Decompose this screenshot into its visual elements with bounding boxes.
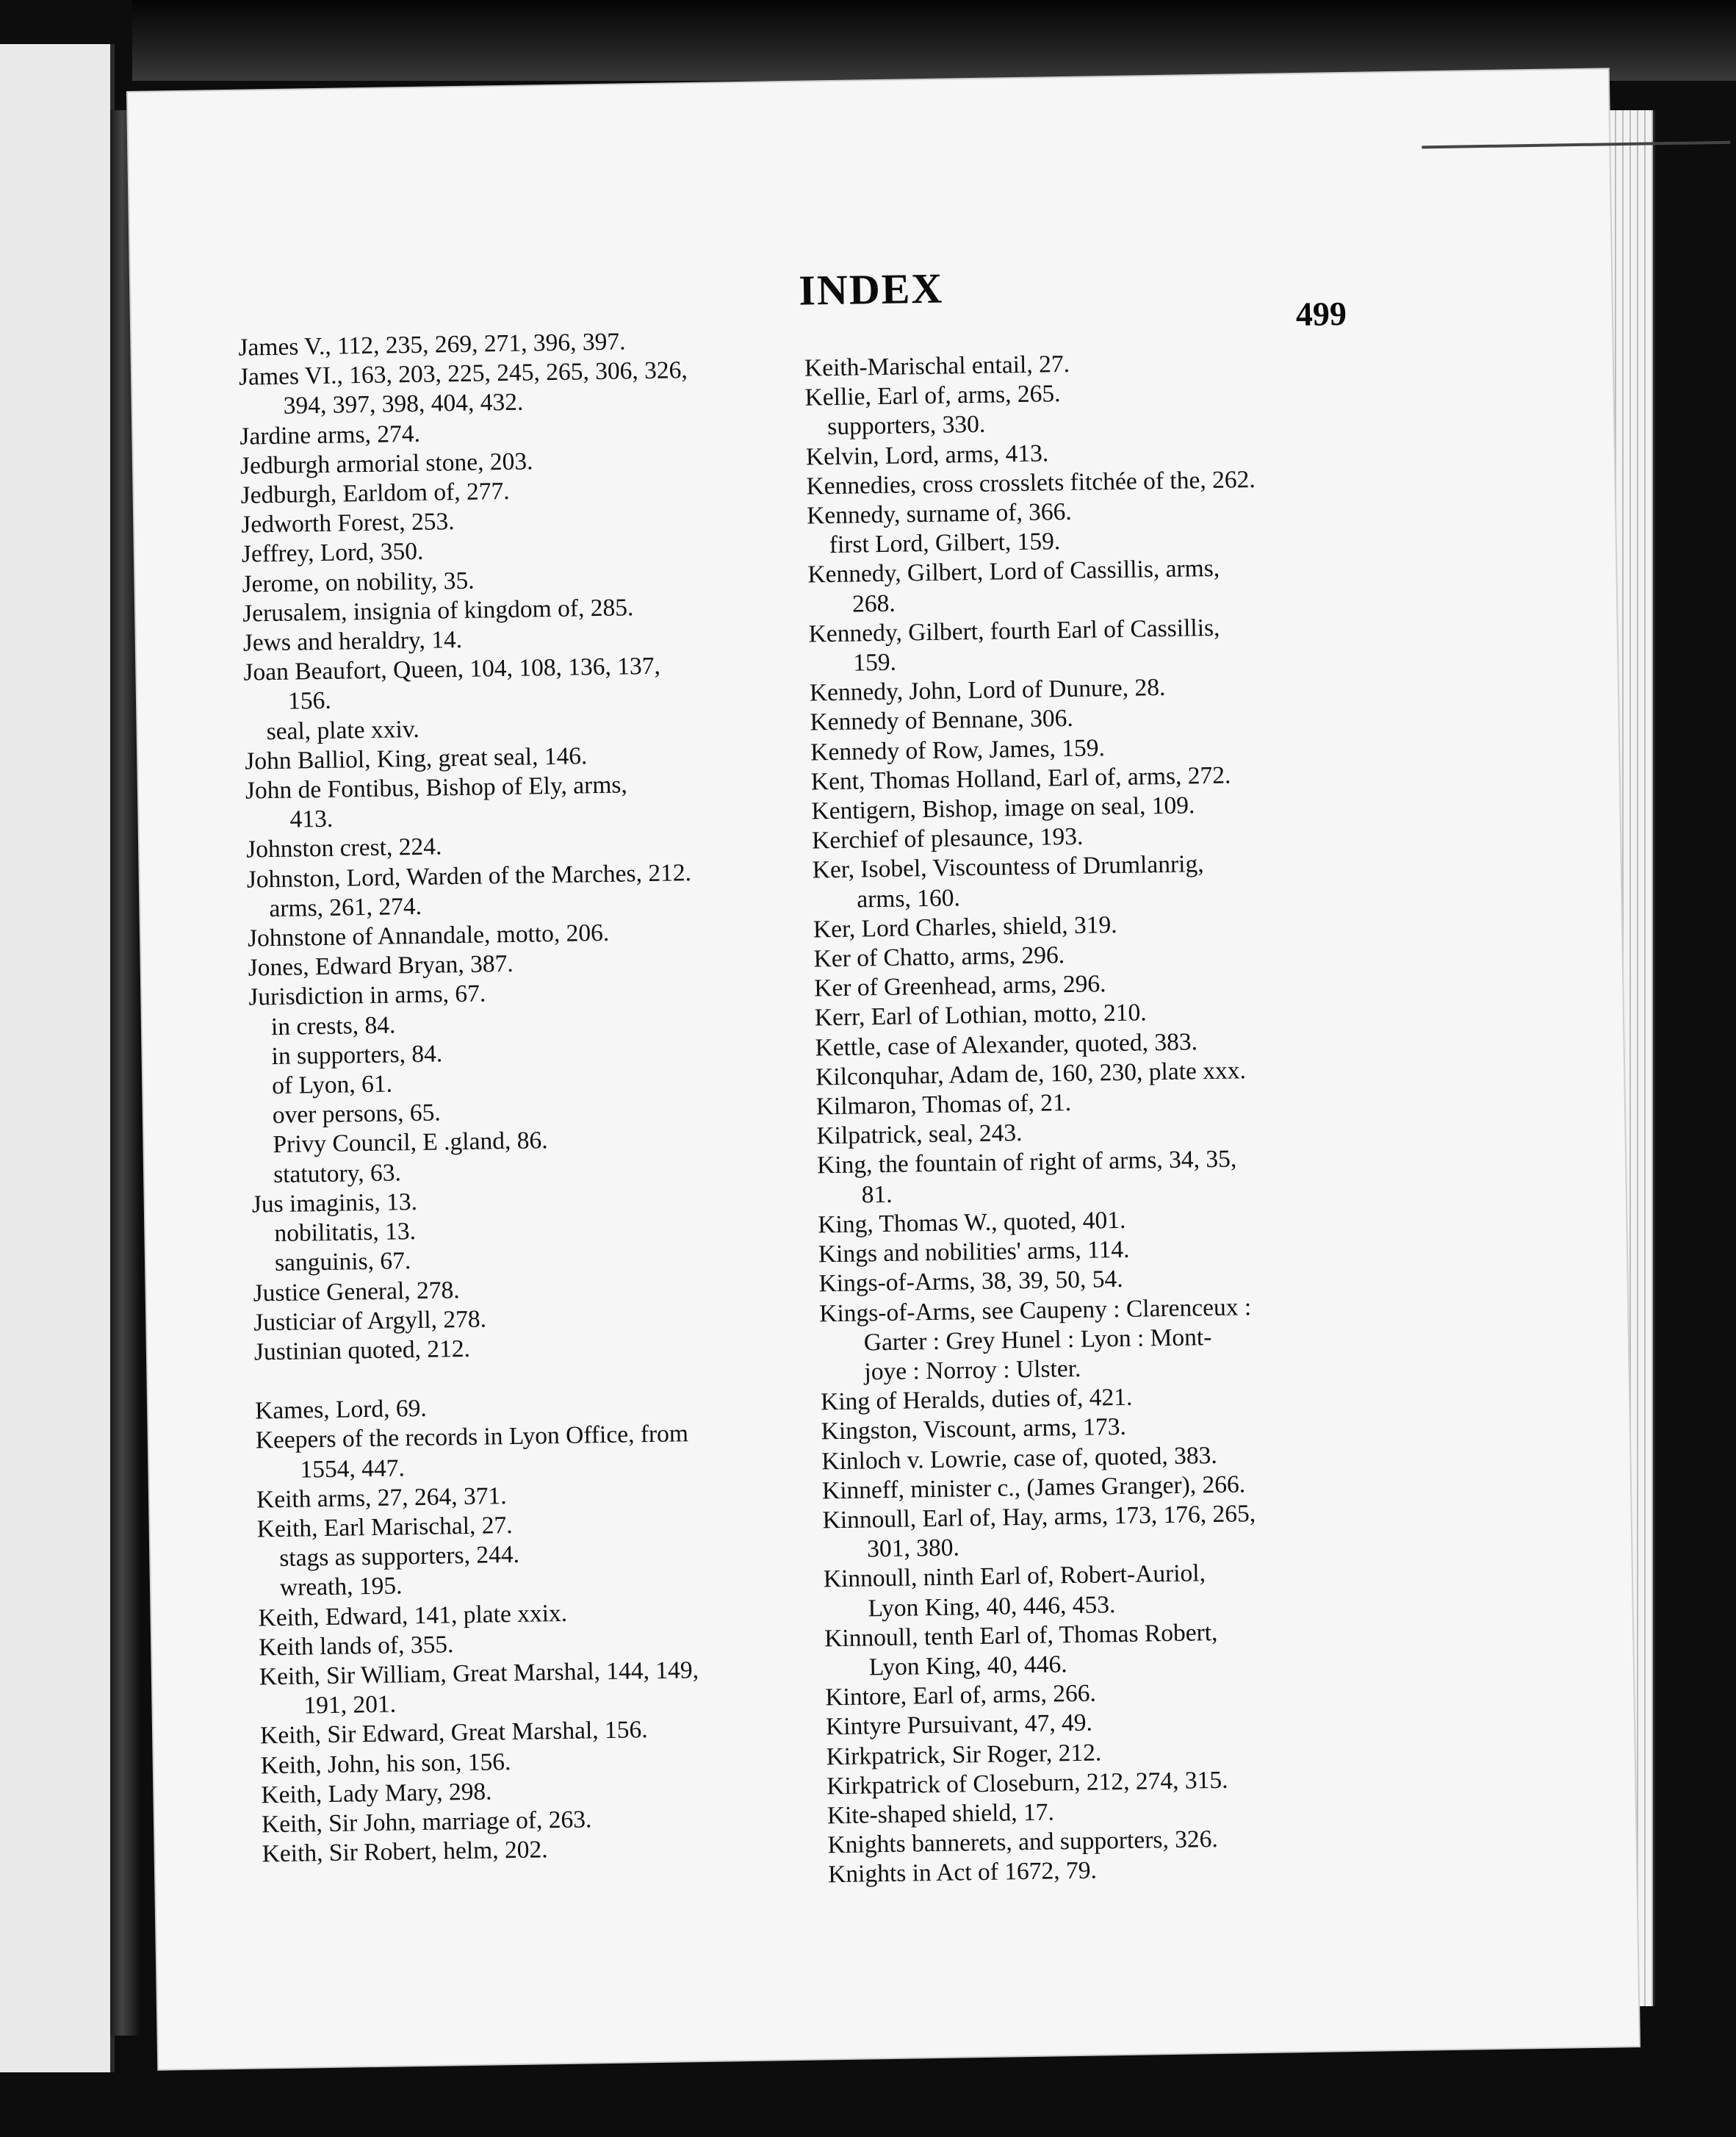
index-entry: Kinnoull, tenth Earl of, Thomas Robert, [824, 1618, 1218, 1653]
index-entry: Johnstone of Annandale, motto, 206. [247, 919, 610, 952]
index-entry: Keith, Lady Mary, 298. [261, 1778, 492, 1809]
index-entry: Kinnoull, Earl of, Hay, arms, 173, 176, 265, [822, 1500, 1256, 1534]
index-entry: 394, 397, 398, 404, 432. [283, 388, 524, 420]
index-entry: Jardine arms, 274. [239, 420, 421, 450]
index-entry: Keith lands of, 355. [258, 1631, 454, 1662]
index-entry: Kinneff, minister c., (James Granger), 266. [821, 1470, 1246, 1505]
index-entry: wreath, 195. [279, 1572, 403, 1602]
index-entry: Jedburgh armorial stone, 203. [239, 448, 533, 480]
index-entry: Knights bannerets, and supporters, 326. [827, 1825, 1219, 1859]
index-entry: Jurisdiction in arms, 67. [248, 980, 486, 1012]
index-entry: Kilconquhar, Adam de, 160, 230, plate xxx. [815, 1057, 1247, 1091]
index-entry: Kellie, Earl of, arms, 265. [804, 380, 1061, 412]
index-entry: seal, plate xxiv. [266, 715, 420, 745]
index-entry: John Balliol, King, great seal, 146. [245, 742, 588, 775]
index-entry: John de Fontibus, Bishop of Ely, arms, [245, 771, 628, 805]
index-entry: nobilitatis, 13. [274, 1218, 417, 1248]
index-entry: Kilpatrick, seal, 243. [816, 1119, 1023, 1150]
index-entry: King, Thomas W., quoted, 401. [818, 1206, 1126, 1239]
index-entry: Jews and heraldry, 14. [242, 625, 463, 657]
index-entry: Kennedy, John, Lord of Dunure, 28. [809, 674, 1166, 707]
index-entry: Kennedy of Bennane, 306. [810, 705, 1073, 736]
index-entry: Kinnoull, ninth Earl of, Robert-Auriol, [823, 1559, 1206, 1593]
index-entry: Ker, Lord Charles, shield, 319. [813, 911, 1117, 944]
page-header-rule [1422, 141, 1730, 149]
index-entry: Garter : Grey Hunel : Lyon : Mont- [863, 1323, 1212, 1357]
index-entry: first Lord, Gilbert, 159. [829, 528, 1061, 559]
index-entry: Keith, John, his son, 156. [260, 1748, 511, 1779]
index-entry: statutory, 63. [273, 1159, 402, 1188]
index-page [128, 69, 1639, 2069]
index-entry: Kintyre Pursuivant, 47, 49. [825, 1709, 1093, 1741]
index-entry: Kilmaron, Thomas of, 21. [815, 1089, 1072, 1121]
index-entry: 159. [853, 648, 897, 677]
page-number: 499 [1295, 294, 1347, 334]
index-entry: King, the fountain of right of arms, 34, 35, [816, 1145, 1237, 1179]
index-entry: Keepers of the records in Lyon Office, from [255, 1420, 689, 1454]
facing-page-edge [0, 44, 115, 2072]
index-entry: Lyon King, 40, 446, 453. [868, 1590, 1116, 1622]
index-entry: arms, 160. [857, 883, 961, 913]
index-entry: Keith, Edward, 141, plate xxix. [258, 1599, 568, 1631]
index-entry: Johnston, Lord, Warden of the Marches, 212. [246, 858, 692, 894]
index-entry: Justice General, 278. [253, 1276, 460, 1307]
index-entry: 156. [287, 687, 331, 716]
index-entry: Kirkpatrick of Closeburn, 212, 274, 315. [826, 1766, 1228, 1800]
index-entry: 81. [861, 1180, 893, 1209]
index-entry: Kelvin, Lord, arms, 413. [805, 439, 1049, 471]
index-entry: over persons, 65. [272, 1099, 442, 1129]
index-entry: sanguinis, 67. [274, 1247, 411, 1277]
index-entry: Kerchief of plesaunce, 193. [811, 822, 1084, 855]
index-entry: 1554, 447. [300, 1454, 406, 1484]
index-entry: Kintore, Earl of, arms, 266. [825, 1679, 1097, 1712]
index-entry: Kennedy, surname of, 366. [806, 498, 1073, 530]
index-entry: James VI., 163, 203, 225, 245, 265, 306, 326, [238, 356, 688, 391]
index-entry: James V., 112, 235, 269, 271, 396, 397. [238, 328, 626, 362]
index-entry: Keith, Sir William, Great Marshal, 144, 149, [259, 1656, 699, 1691]
index-entry: Kennedy, Gilbert, Lord of Cassillis, arms, [807, 555, 1220, 589]
index-entry: Justinian quoted, 212. [253, 1335, 471, 1366]
index-entry: 413. [289, 805, 334, 833]
index-entry: Privy Council, E .gland, 86. [273, 1127, 548, 1159]
index-entry: Kennedy, Gilbert, fourth Earl of Cassillis, [808, 614, 1220, 648]
index-entry: Kennedies, cross crosslets fitchée of the, 262. [806, 465, 1256, 500]
index-entry: Kennedy of Row, James, 159. [810, 733, 1106, 766]
index-entry: Jerusalem, insignia of kingdom of, 285. [242, 594, 634, 628]
index-entry: Jedworth Forest, 253. [240, 508, 455, 539]
index-entry: Ker, Isobel, Viscountess of Drumlanrig, [812, 850, 1204, 884]
index-entry: 191, 201. [303, 1690, 397, 1720]
index-entry: King of Heralds, duties of, 421. [820, 1383, 1133, 1416]
index-entry: Kent, Thomas Holland, Earl of, arms, 272. [810, 761, 1231, 796]
index-entry: Kingston, Viscount, arms, 173. [821, 1413, 1127, 1445]
index-entry: supporters, 330. [826, 411, 986, 441]
index-entry: in crests, 84. [270, 1011, 396, 1041]
index-entry: Keith-Marischal entail, 27. [804, 350, 1070, 382]
index-entry: Kentigern, Bishop, image on seal, 109. [811, 791, 1195, 825]
index-entry: Keith, Sir Edward, Great Marshal, 156. [259, 1716, 648, 1750]
page-title: INDEX [798, 264, 944, 315]
book-binding-top [132, 0, 1736, 81]
index-entry: joye : Norroy : Ulster. [864, 1354, 1081, 1386]
index-entry: Knights in Act of 1672, 79. [827, 1856, 1098, 1889]
index-entry: Johnston crest, 224. [245, 833, 442, 864]
index-entry: stags as supporters, 244. [279, 1540, 520, 1573]
index-entry: of Lyon, 61. [271, 1070, 393, 1100]
index-entry: in supporters, 84. [271, 1040, 443, 1070]
index-entry: Justiciar of Argyll, 278. [253, 1305, 487, 1337]
index-column-left [238, 325, 791, 1869]
index-entry: Keith, Earl Marischal, 27. [256, 1511, 513, 1543]
index-entry: Kames, Lord, 69. [254, 1394, 427, 1425]
index-entry: Kings-of-Arms, see Caupeny : Clarenceux : [818, 1293, 1252, 1327]
index-entry: Kite-shaped shield, 17. [826, 1798, 1055, 1830]
index-entry: Jeffrey, Lord, 350. [241, 538, 424, 569]
index-entry: Keith, Sir Robert, helm, 202. [262, 1836, 548, 1868]
index-entry: Joan Beaufort, Queen, 104, 108, 136, 137, [243, 652, 661, 686]
index-entry: 301, 380. [866, 1534, 960, 1563]
index-entry: Jedburgh, Earldom of, 277. [240, 477, 510, 509]
index-entry: Kings-of-Arms, 38, 39, 50, 54. [818, 1265, 1123, 1298]
index-entry: Jerome, on nobility, 35. [242, 567, 475, 598]
index-entry: Ker of Greenhead, arms, 296. [813, 970, 1106, 1002]
index-entry: Kings and nobilities' arms, 114. [818, 1235, 1130, 1268]
index-entry: Ker of Chatto, arms, 296. [813, 941, 1065, 973]
index-entry: arms, 261, 274. [269, 892, 422, 922]
index-entry: Kerr, Earl of Lothian, motto, 210. [814, 999, 1147, 1032]
index-column-right [804, 345, 1365, 1890]
index-entry: 268. [851, 589, 896, 618]
index-entry: Kinloch v. Lowrie, case of, quoted, 383. [821, 1441, 1217, 1475]
index-entry: Kirkpatrick, Sir Roger, 212. [826, 1739, 1102, 1770]
index-entry: Keith, Sir John, marriage of, 263. [261, 1806, 592, 1839]
index-entry: Kettle, case of Alexander, quoted, 383. [815, 1027, 1198, 1062]
index-entry: Lyon King, 40, 446. [868, 1651, 1067, 1681]
index-entry: Jones, Edward Bryan, 387. [248, 950, 514, 982]
index-entry: Jus imaginis, 13. [251, 1188, 418, 1218]
index-entry: Keith arms, 27, 264, 371. [256, 1481, 507, 1514]
